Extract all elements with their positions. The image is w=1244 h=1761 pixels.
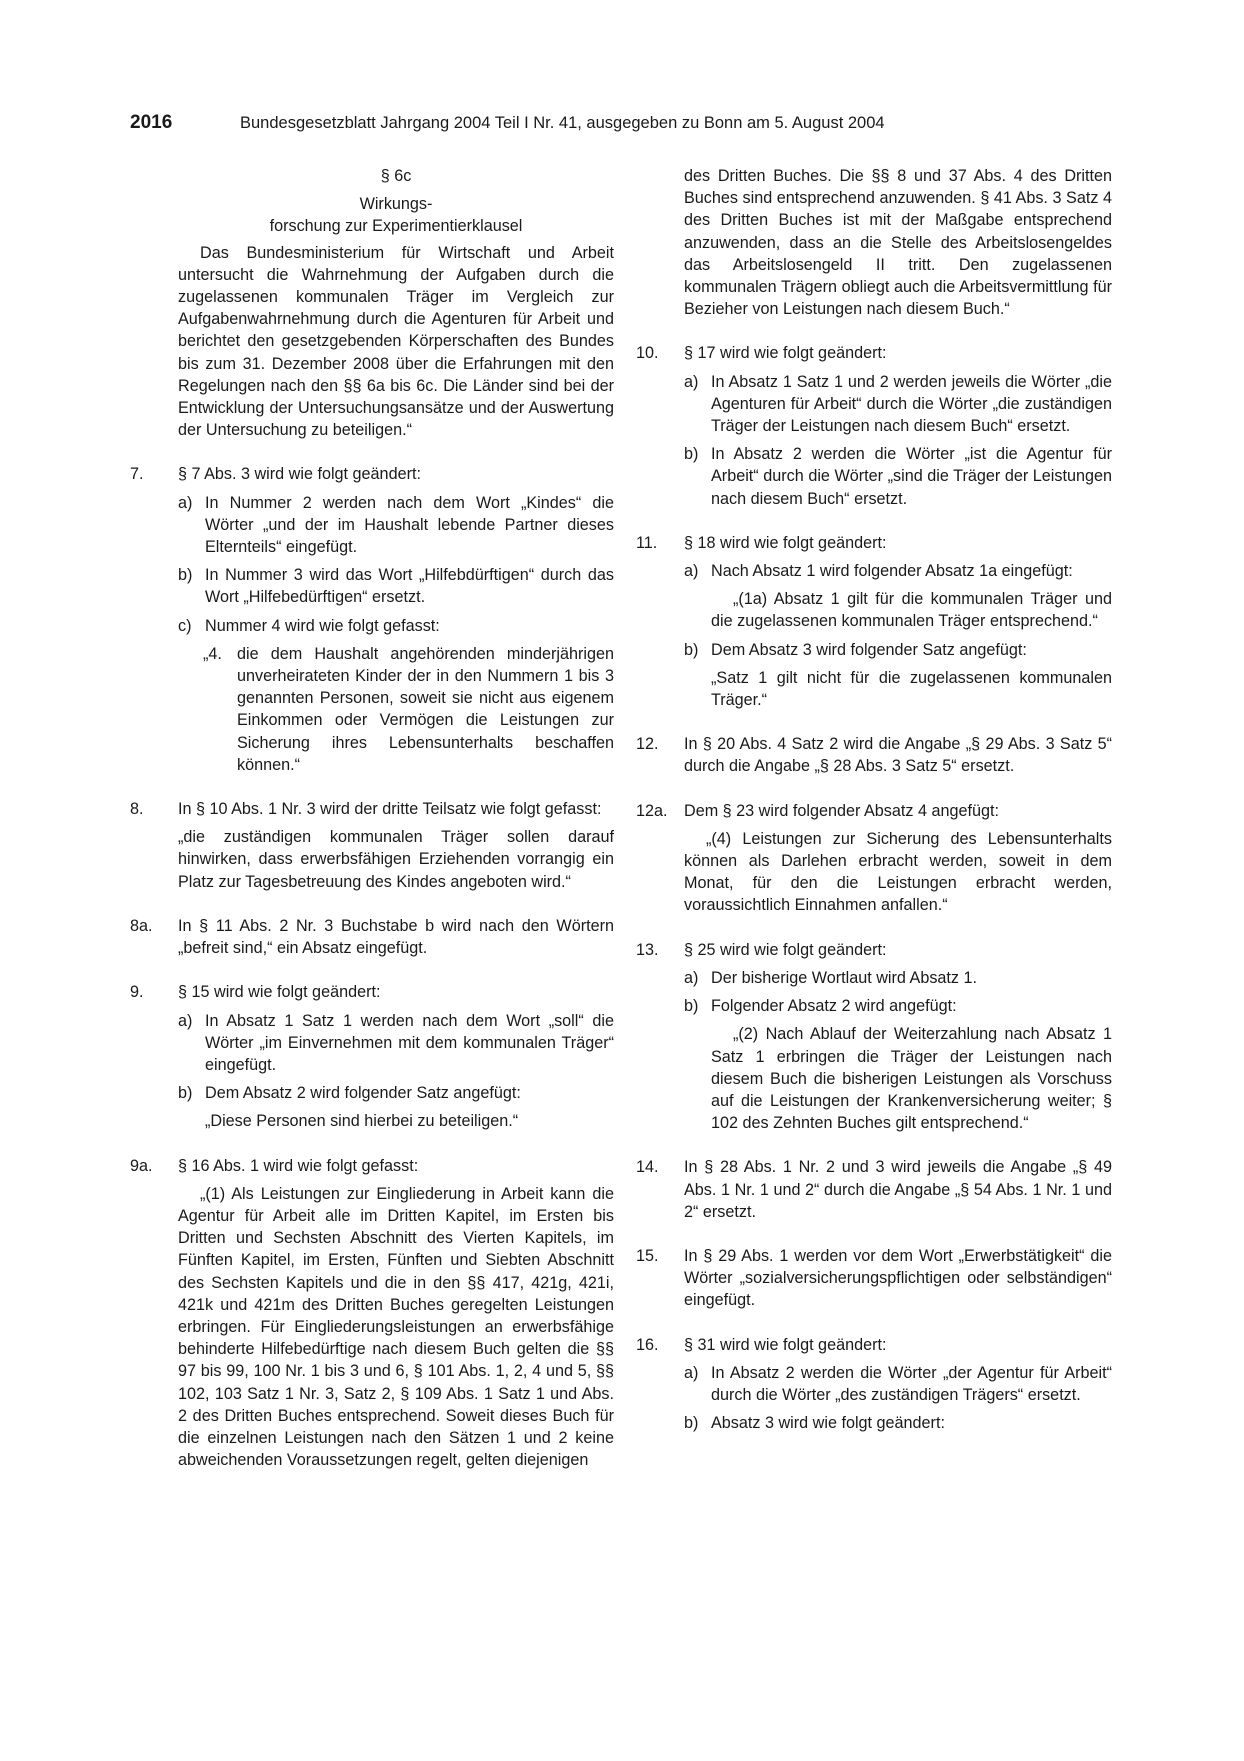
quoted-text: „(4) Leistungen zur Sicherung des Lebensunterhalts können als Darlehen erbracht werden, soweit in dem Monat, für den die Leistungen erbracht werden, voraussichtlich Einnahmen anfallen.“: [684, 829, 1112, 915]
item-10: [636, 342, 1112, 509]
item-15: [636, 1245, 1112, 1312]
subitem-11b: [684, 639, 1112, 712]
subitem-10b: [684, 443, 1112, 510]
subitem-letter: a): [684, 372, 699, 391]
subitem-text: Dem Absatz 3 wird folgender Satz angefügt:: [711, 640, 1027, 659]
item-number: 14.: [636, 1158, 659, 1177]
item-text: § 31 wird wie folgt geändert:: [684, 1335, 887, 1354]
subitem-letter: b): [684, 640, 699, 659]
subitem-text: Der bisherige Wortlaut wird Absatz 1.: [711, 968, 978, 987]
subitem-letter: b): [684, 1414, 699, 1433]
item-text: Dem § 23 wird folgender Absatz 4 angefügt:: [684, 801, 999, 820]
subitem-13a: [684, 967, 1112, 989]
continued-text: des Dritten Buches. Die §§ 8 und 37 Abs. 4 des Dritten Buches sind entsprechend anzuwenden. § 41 Abs. 3 Satz 4 des Dritten Buches ist mit der Maßgabe entsprechend anzuwenden, dass an die Stelle des Arbeitslosengeldes das Arbeitslosengeld II tritt. Den zugelassenen kommunalen Trägern obliegt auch die Arbeitsvermittlung für Bezieher von Leistungen nach diesem Buch.“: [684, 167, 1112, 319]
item-number: 8a.: [130, 916, 153, 935]
subitem-letter: b): [178, 566, 193, 585]
item-number: 12a.: [636, 801, 668, 820]
item-number: 9.: [130, 983, 144, 1002]
subitem-text: In Absatz 2 werden die Wörter „ist die Agentur für Arbeit“ durch die Wörter „sind die Träger der Leistungen nach diesem Buch“ ersetzt.: [711, 445, 1112, 508]
subitem-letter: a): [178, 1011, 193, 1030]
subitem-letter: a): [684, 1363, 699, 1382]
item-number: 7.: [130, 465, 144, 484]
subitem-7b: [178, 564, 614, 608]
item-text: § 18 wird wie folgt geändert:: [684, 533, 887, 552]
subitem-letter: a): [684, 968, 699, 987]
subitem-16a: [684, 1362, 1112, 1406]
item-16: [636, 1334, 1112, 1435]
quoted-text: „(1) Als Leistungen zur Eingliederung in Arbeit kann die Agentur für Arbeit alle im Dritten Kapitel, im Ersten bis Dritten und Sechsten Abschnitt des Vierten Kapitels, im Fünften Kapitel, im Ersten, Fünften und Siebten Abschnitt des Sechsten Kapitels und die in den §§ 417, 421g, 421i, 421k und 421m des Dritten Buches geregelten Leistungen erbringen. Für Eingliederungsleistungen an erwerbsfähige behinderte Hilfebedürftige nach diesem Buch gelten die §§ 97 bis 99, 100 Nr. 1 bis 3 und 6, § 101 Abs. 1, 2, 4 und 5, §§ 102, 103 Satz 1 Nr. 3, Satz 2, § 109 Abs. 1 Satz 1 und Abs. 2 des Dritten Buches entsprechend. Soweit dieses Buch für die einzelnen Leistungen nach den Sätzen 1 und 2 keine abweichenden Voraussetzungen regelt, gelten diejenigen: [178, 1184, 614, 1470]
quoted-text: „(2) Nach Ablauf der Weiterzahlung nach Absatz 1 Satz 1 erbringen die Träger der Leistungen nach diesem Buch die bisherigen Leistungen als Vorschuss auf die Leistungen der Krankenversicherung weiter; § 102 des Zehnten Buches gilt entsprechend.“: [711, 1025, 1112, 1133]
item-number: 11.: [636, 533, 658, 552]
left-column: [130, 165, 614, 1471]
item-text: In § 28 Abs. 1 Nr. 2 und 3 wird jeweils die Angabe „§ 49 Abs. 1 Nr. 1 und 2“ durch die Angabe „§ 54 Abs. 1 Nr. 1 und 2“ ersetzt.: [684, 1158, 1112, 1221]
item-text: In § 20 Abs. 4 Satz 2 wird die Angabe „§ 29 Abs. 3 Satz 5“ durch die Angabe „§ 28 Abs. 3 Satz 5“ ersetzt.: [684, 735, 1112, 776]
subitem-16b: [684, 1412, 1112, 1434]
item-13: [636, 939, 1112, 1135]
subitem-9a: [178, 1010, 614, 1077]
item-text: In § 11 Abs. 2 Nr. 3 Buchstabe b wird nach den Wörtern „befreit sind,“ ein Absatz eingefügt.: [178, 916, 614, 958]
item-number: 16.: [636, 1335, 659, 1354]
page-header: [130, 112, 980, 138]
subitem-text: In Absatz 1 Satz 1 und 2 werden jeweils die Wörter „die Agenturen für Arbeit“ durch die Wörter „die zuständigen Träger der Leistungen nach diesem Buch“ ersetzt.: [711, 372, 1112, 436]
item-14: [636, 1156, 1112, 1223]
item-number: 12.: [636, 735, 659, 754]
item-text: § 15 wird wie folgt geändert:: [178, 983, 381, 1002]
quoted-label: „4.: [203, 644, 222, 663]
quoted-text: „die zuständigen kommunalen Träger sollen darauf hinwirken, dass erwerbsfähigen Erziehenden vorrangig ein Platz zur Tagesbetreuung des Kindes angeboten wird.“: [178, 828, 614, 891]
item-number: 13.: [636, 940, 659, 959]
item-text: In § 10 Abs. 1 Nr. 3 wird der dritte Teilsatz wie folgt gefasst:: [178, 800, 602, 819]
subitem-text: Nummer 4 wird wie folgt gefasst:: [205, 616, 440, 635]
subitem-letter: c): [178, 616, 192, 635]
item-9: [130, 981, 614, 1132]
subitem-letter: b): [684, 445, 699, 464]
running-head: Bundesgesetzblatt Jahrgang 2004 Teil I Nr. 41, ausgegeben zu Bonn am 5. August 2004: [240, 114, 885, 132]
section-heading-line1: Wirkungs-: [359, 195, 433, 214]
subitem-11a: [684, 560, 1112, 633]
subitem-13b: [684, 995, 1112, 1134]
item-text: § 25 wird wie folgt geändert:: [684, 940, 887, 959]
item-12a: [636, 800, 1112, 917]
right-column: [636, 165, 1112, 1434]
item-8: [130, 798, 614, 893]
item-text: § 7 Abs. 3 wird wie folgt geändert:: [178, 465, 421, 484]
item-number: 10.: [636, 344, 659, 363]
quoted-text: „Satz 1 gilt nicht für die zugelassenen kommunalen Träger.“: [711, 668, 1112, 710]
subitem-text: Folgender Absatz 2 wird angefügt:: [711, 997, 957, 1016]
section-text: Das Bundesministerium für Wirtschaft und Arbeit untersucht die Wahrnehmung der Aufgaben durch die zugelassenen kommunalen Träger im Vergleich zur Aufgabenwahrnehmung durch die Agenturen für Arbeit und berichtet den gesetzgebenden Körperschaften des Bundes bis zum 31. Dezember 2008 über die Erfahrungen mit den Regelungen nach den §§ 6a bis 6c. Die Länder sind bei der Entwicklung der Untersuchungsansätze und der Auswertung der Untersuchung zu beteiligen.“: [178, 243, 614, 440]
subitem-10a: [684, 371, 1112, 438]
item-12: [636, 733, 1112, 777]
quoted-text: „Diese Personen sind hierbei zu beteiligen.“: [205, 1112, 519, 1131]
item-11: [636, 532, 1112, 711]
item-number: 8.: [130, 800, 144, 819]
subitem-letter: a): [178, 493, 193, 512]
page-number: 2016: [130, 112, 173, 133]
quoted-text: die dem Haushalt angehörenden minderjährigen unverheirateten Kinder der in den Nummern 1 bis 3 genannten Personen, soweit sie nicht aus eigenem Einkommen oder Vermögen die Leistungen zur Sicherung ihres Lebensunterhalts beschaffen können.“: [237, 644, 614, 774]
item-text: § 17 wird wie folgt geändert:: [684, 344, 887, 363]
section-number: § 6c: [380, 167, 412, 185]
subitem-text: Absatz 3 wird wie folgt geändert:: [711, 1414, 945, 1433]
item-number: 15.: [636, 1246, 659, 1265]
subitem-text: Dem Absatz 2 wird folgender Satz angefügt:: [205, 1084, 521, 1103]
subitem-text: In Nummer 3 wird das Wort „Hilfebdürftigen“ durch das Wort „Hilfebedürftigen“ ersetzt.: [205, 566, 614, 607]
item-number: 9a.: [130, 1156, 153, 1175]
subitem-text: Nach Absatz 1 wird folgender Absatz 1a eingefügt:: [711, 562, 1073, 581]
quoted-number-4: [203, 643, 614, 776]
subitem-letter: b): [684, 997, 699, 1016]
subitem-letter: b): [178, 1084, 193, 1103]
item-text: § 16 Abs. 1 wird wie folgt gefasst:: [178, 1156, 419, 1175]
subitem-7c: [178, 615, 614, 776]
section-heading-line2: forschung zur Experimentierklausel: [269, 217, 523, 236]
item-9a: [130, 1155, 614, 1472]
subitem-text: In Nummer 2 werden nach dem Wort „Kindes“ die Wörter „und der im Haushalt lebende Partner dieses Elternteils“ eingefügt.: [205, 493, 614, 557]
quoted-text: „(1a) Absatz 1 gilt für die kommunalen Träger und die zugelassenen kommunalen Träger entsprechend.“: [711, 590, 1112, 631]
subitem-9b: [178, 1082, 614, 1132]
subitem-text: In Absatz 2 werden die Wörter „der Agentur für Arbeit“ durch die Wörter „des zuständigen Trägers“ ersetzt.: [711, 1363, 1112, 1404]
subitem-text: In Absatz 1 Satz 1 werden nach dem Wort „soll“ die Wörter „im Einvernehmen mit dem kommunalen Träger“ eingefügt.: [205, 1011, 614, 1074]
subitem-7a: [178, 492, 614, 559]
item-8a: [130, 915, 614, 959]
item-7: [130, 463, 614, 776]
item-text: In § 29 Abs. 1 werden vor dem Wort „Erwerbstätigkeit“ die Wörter „sozialversicherungspflichtigen oder selbständigen“ eingefügt.: [684, 1246, 1112, 1310]
subitem-letter: a): [684, 562, 699, 581]
